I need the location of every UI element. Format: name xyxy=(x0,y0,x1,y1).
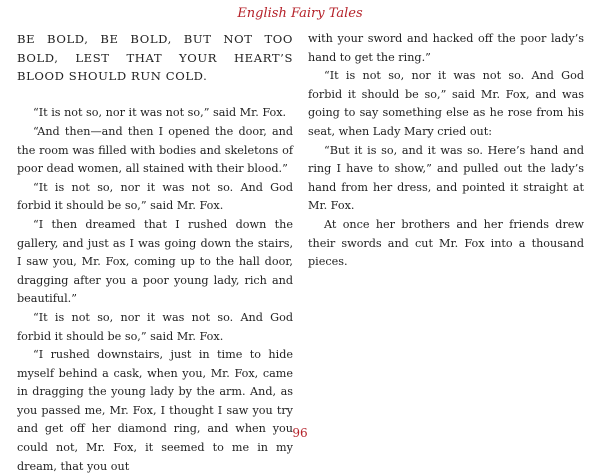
verse-caps-paragraph: BE BOLD, BE BOLD, BUT NOT TOO BOLD, LEST THAT YOUR HEART’S BLOOD SHOULD RUN COLD. xyxy=(17,32,293,84)
paragraph: At once her brothers and her friends drew their swords and cut Mr. Fox into a thousand pieces. xyxy=(308,217,584,269)
paragraph: “I rushed downstairs, just in time to hide myself behind a cask, when you, Mr. Fox, came in dragging the young lady by the arm. And, as you passed me, Mr. Fox, I thought I saw you try and get off her diamond ring, and when you could not, Mr. Fox, it seemed to me in my dream, that you out xyxy=(17,348,293,473)
running-head-title: English Fairy Tales xyxy=(237,6,363,21)
paragraph: “It is not so, nor it was not so. And God forbid it should be so,” said Mr. Fox. xyxy=(17,310,293,343)
page-number: 96 xyxy=(292,426,308,440)
right-text-column xyxy=(308,30,584,272)
continued-paragraph: with your sword and hacked off the poor lady’s hand to get the ring.” xyxy=(308,32,584,64)
paragraph: “And then—and then I opened the door, and the room was filled with bodies and skeletons of poor dead women, all stained with their blood.” xyxy=(17,124,293,176)
paragraph: “It is not so, nor it was not so. And God forbid it should be so,” said Mr. Fox, and was going to say something else as he rose from his seat, when Lady Mary cried out: xyxy=(308,69,584,138)
paragraph: “But it is so, and it was so. Here’s hand and ring I have to show,” and pulled out the lady’s hand from her dress, and pointed it straight at Mr. Fox. xyxy=(308,143,584,213)
paragraph: “It is not so, nor it was not so. And God forbid it should be so,” said Mr. Fox. xyxy=(17,180,293,213)
left-text-column xyxy=(17,30,293,476)
paragraph: “I then dreamed that I rushed down the gallery, and just as I was going down the stairs, I saw you, Mr. Fox, coming up to the hall door, dragging after you a poor young lady, rich and beautiful.” xyxy=(17,217,293,306)
paragraph: “It is not so, nor it was not so,” said Mr. Fox. xyxy=(33,106,287,120)
